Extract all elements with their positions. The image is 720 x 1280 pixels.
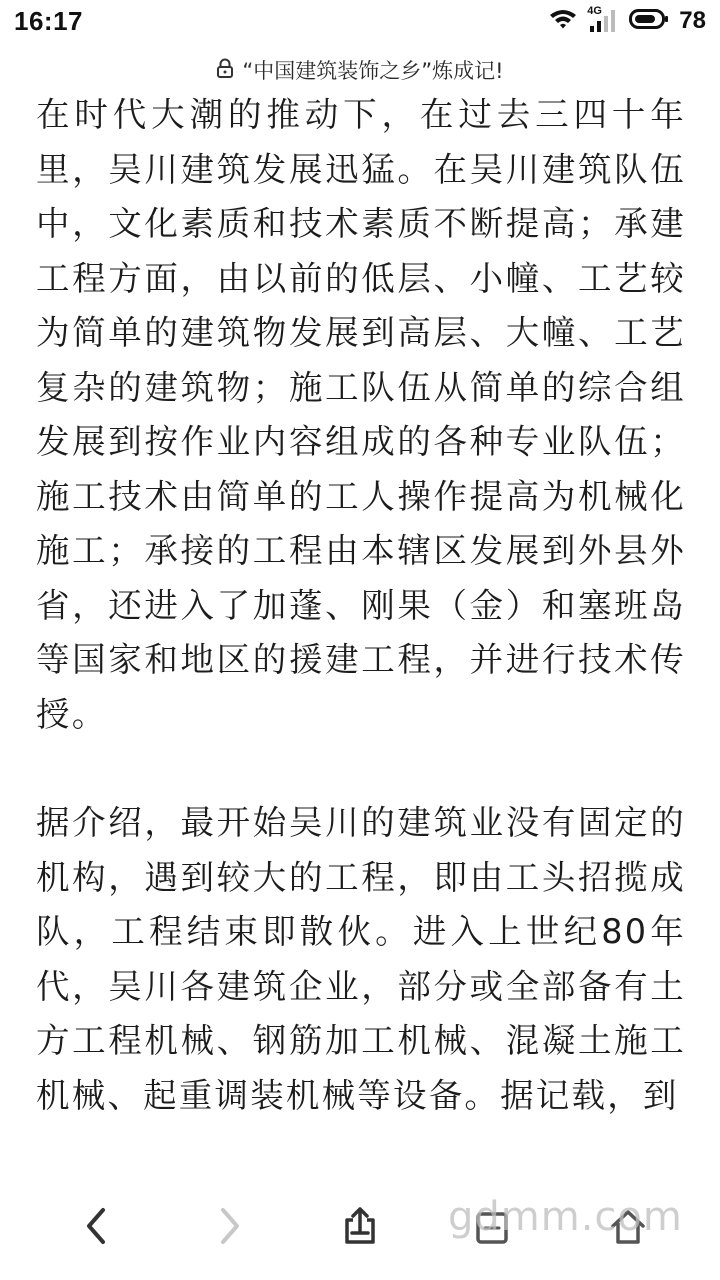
tabs-button[interactable] <box>462 1198 522 1258</box>
battery-icon <box>629 8 669 34</box>
lock-icon <box>216 58 234 83</box>
article-paragraph: 在时代大潮的推动下，在过去三四十年里，吴川建筑发展迅猛。在吴川建筑队伍中，文化素质和技术素质不断提高；承建工程方面，由以前的低层、小幢、工艺较为简单的建筑物发展到高层、大幢、工艺复杂的建筑物；施工队伍从简单的综合组发展到按作业内容组成的各种专业队伍；施工技术由简单的工人操作提高为机械化施工；承接的工程由本辖区发展到外县外省，还进入了加蓬、刚果（金）和塞班岛等国家和地区的援建工程，并进行技术传授。 <box>36 95 686 734</box>
status-bar <box>0 0 720 42</box>
share-button[interactable] <box>330 1198 390 1258</box>
article-body <box>0 90 720 1180</box>
network-type: 4G <box>587 5 602 17</box>
back-icon <box>81 1206 111 1250</box>
tabs-icon <box>472 1206 512 1250</box>
article-paragraph: 据介绍，最开始吴川的建筑业没有固定的机构，遇到较大的工程，即由工头招揽成队，工程结束即散伙。进入上世纪80年代，吴川各建筑企业，部分或全部备有土方工程机械、钢筋加工机械、混凝土施工机械、起重调装机械等设备。据记载，到 <box>36 803 686 1115</box>
bottom-toolbar <box>0 1180 720 1280</box>
back-button[interactable] <box>66 1198 126 1258</box>
battery-level: 78 <box>679 7 706 34</box>
home-icon <box>608 1206 648 1250</box>
forward-button[interactable] <box>200 1198 260 1258</box>
signal-icon <box>587 5 619 34</box>
forward-icon <box>215 1206 245 1250</box>
wifi-icon <box>549 8 577 34</box>
watermark: gdmm.com <box>448 1194 683 1240</box>
url-bar[interactable] <box>0 50 720 90</box>
status-time: 16:17 <box>14 5 83 36</box>
home-button[interactable] <box>598 1198 658 1258</box>
page-title: “中国建筑装饰之乡”炼成记! <box>242 59 504 83</box>
status-indicators <box>549 7 706 35</box>
share-icon <box>340 1206 380 1250</box>
